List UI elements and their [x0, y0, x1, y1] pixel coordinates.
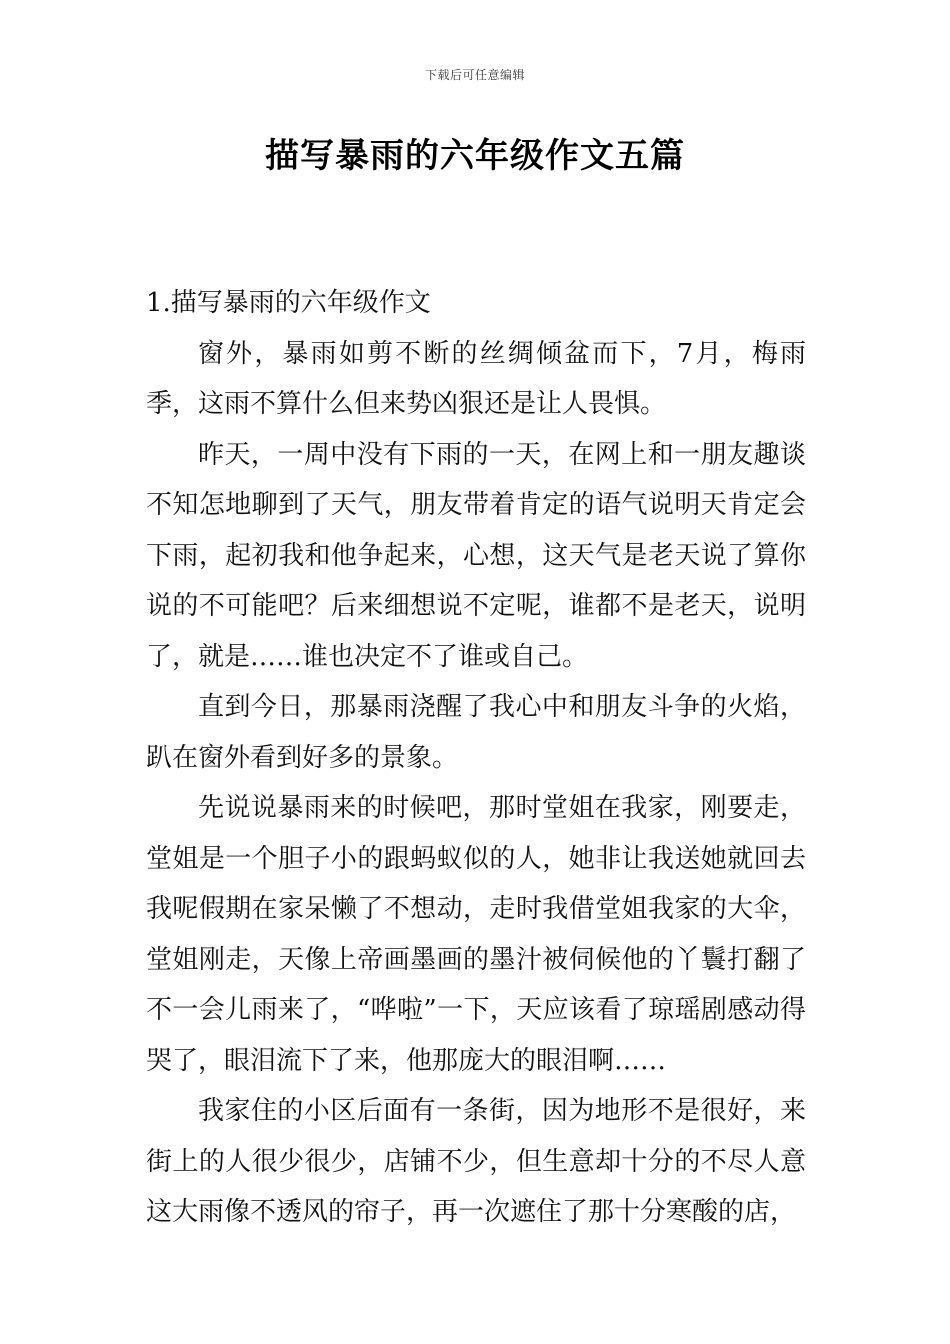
paragraph: 我家住的小区后面有一条街，因为地形不是很好，来街上的人很少很少，店铺不少，但生意却十分的不尽人意这大雨像不透风的帘子，再一次遮住了那十分寒酸的店，: [146, 1096, 806, 1227]
document-body: [146, 278, 806, 1238]
paragraph: 昨天，一周中没有下雨的一天，在网上和一朋友趣谈不知怎地聊到了天气，朋友带着肯定的语气说明天肯定会下雨，起初我和他争起来，心想，这天气是老天说了算你说的不可能吧？后来细想说不定呢，谁都不是老天，说明了，就是……谁也决定不了谁或自己。: [146, 439, 806, 672]
section-heading: 1.描写暴雨的六年级作文: [146, 288, 431, 318]
paragraph: 窗外，暴雨如剪不断的丝绸倾盆而下，7月，梅雨季，这雨不算什么但来势凶狠还是让人畏惧。: [146, 338, 806, 419]
paragraph: 直到今日，那暴雨浇醒了我心中和朋友斗争的火焰，趴在窗外看到好多的景象。: [146, 692, 806, 773]
paragraph: 先说说暴雨来的时候吧，那时堂姐在我家，刚要走，堂姐是一个胆子小的跟蚂蚁似的人，她非让我送她就回去我呢假期在家呆懒了不想动，走时我借堂姐我家的大伞，堂姐刚走，天像上帝画墨画的墨汁被伺候他的丫鬟打翻了不一会儿雨来了，“哗啦”一下，天应该看了琼瑶剧感动得哭了，眼泪流下了来，他那庞大的眼泪啊……: [146, 793, 806, 1076]
header-note: 下载后可任意编辑: [424, 68, 525, 82]
document-title: 描写暴雨的六年级作文五篇: [265, 136, 685, 176]
